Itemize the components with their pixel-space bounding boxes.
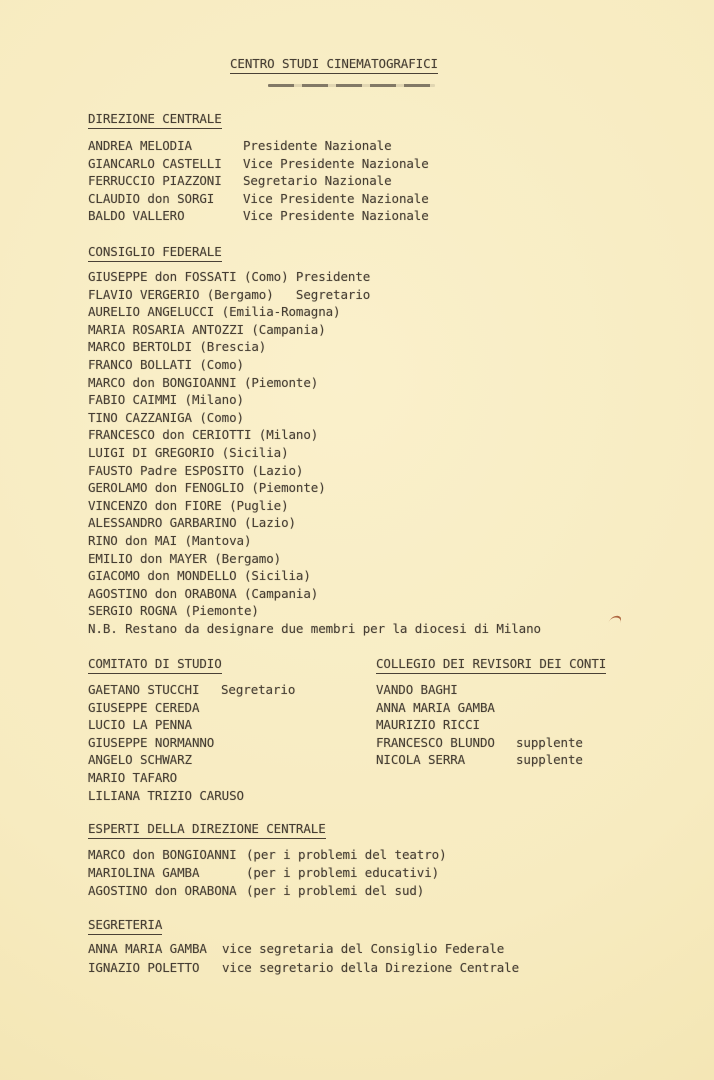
- consiglio-row: FLAVIO VERGERIO (Bergamo) Segretario: [88, 286, 371, 302]
- member-name: GIUSEPPE NORMANNO: [88, 734, 215, 750]
- member-row: [88, 681, 295, 699]
- member-row: [88, 882, 447, 900]
- collegio-revisori-list: [376, 681, 583, 769]
- member-row: [88, 751, 295, 769]
- consiglio-row: MARCO BERTOLDI (Brescia): [88, 339, 267, 355]
- consiglio-row: MARCO don BONGIOANNI (Piemonte): [88, 374, 319, 390]
- member-role: supplente: [516, 752, 583, 768]
- member-row: [376, 681, 583, 699]
- consiglio-row: SERGIO ROGNA (Piemonte): [88, 603, 259, 619]
- section-heading-collegio-revisori: COLLEGIO DEI REVISORI DEI CONTI: [376, 656, 606, 674]
- consiglio-row: AGOSTINO don ORABONA (Campania): [88, 585, 319, 601]
- member-name: LILIANA TRIZIO CARUSO: [88, 787, 244, 803]
- section-heading-comitato-di-studio: COMITATO DI STUDIO: [88, 656, 222, 674]
- member-role: (per i problemi del sud): [246, 882, 425, 898]
- section-heading-consiglio-federale: CONSIGLIO FEDERALE: [88, 244, 222, 262]
- consiglio-row: FRANCO BOLLATI (Como): [88, 356, 244, 372]
- member-role: vice segretario della Direzione Centrale: [222, 959, 520, 975]
- member-name: ANNA MARIA GAMBA: [88, 941, 207, 956]
- consiglio-row: LUIGI DI GREGORIO (Sicilia): [88, 444, 289, 460]
- consiglio-federale-list: [88, 268, 541, 637]
- member-role: Vice Presidente Nazionale: [243, 190, 429, 206]
- member-row: [376, 751, 583, 769]
- member-name: MAURIZIO RICCI: [376, 717, 480, 733]
- member-name: ANDREA MELODIA: [88, 138, 192, 153]
- member-role: Segretario: [221, 682, 296, 697]
- member-name: MARCO don BONGIOANNI: [88, 847, 237, 862]
- member-name: FERRUCCIO PIAZZONI: [88, 173, 222, 189]
- member-row: [88, 172, 429, 190]
- consiglio-row: EMILIO don MAYER (Bergamo): [88, 550, 282, 566]
- section-heading-direzione-centrale: DIREZIONE CENTRALE: [88, 111, 222, 129]
- section-heading-segreteria: SEGRETERIA: [88, 917, 162, 935]
- segreteria-list: [88, 940, 519, 977]
- member-name: GIUSEPPE CEREDA: [88, 699, 200, 715]
- member-row: [88, 864, 447, 882]
- member-role: Presidente Nazionale: [243, 138, 392, 153]
- consiglio-row: FAUSTO Padre ESPOSITO (Lazio): [88, 462, 304, 478]
- member-name: VANDO BAGHI: [376, 682, 458, 697]
- member-role: Segretario Nazionale: [243, 173, 392, 189]
- document-title: CENTRO STUDI CINEMATOGRAFICI: [230, 56, 438, 74]
- member-name: MARIO TAFARO: [88, 769, 178, 785]
- red-pen-mark: [608, 613, 622, 627]
- member-name: ANGELO SCHWARZ: [88, 752, 192, 768]
- consiglio-row: AURELIO ANGELUCCI (Emilia-Romagna): [88, 304, 341, 320]
- consiglio-row: ALESSANDRO GARBARINO (Lazio): [88, 515, 296, 531]
- consiglio-row: VINCENZO don FIORE (Puglie): [88, 497, 289, 513]
- nb-note: N.B. Restano da designare due membri per la diocesi di Milano: [88, 620, 541, 636]
- member-row: [376, 699, 583, 717]
- esperti-list: [88, 846, 447, 899]
- member-name: GIANCARLO CASTELLI: [88, 155, 222, 171]
- member-name: NICOLA SERRA: [376, 752, 466, 768]
- member-name: LUCIO LA PENNA: [88, 717, 192, 733]
- consiglio-row: RINO don MAI (Mantova): [88, 532, 252, 548]
- consiglio-row: GIUSEPPE don FOSSATI (Como) Presidente: [88, 269, 371, 284]
- member-row: [88, 959, 519, 978]
- direzione-centrale-list: [88, 137, 429, 225]
- member-row: [88, 846, 447, 864]
- consiglio-row: GIACOMO don MONDELLO (Sicilia): [88, 568, 311, 584]
- consiglio-row: TINO CAZZANIGA (Como): [88, 409, 244, 425]
- title-underline-smear: [268, 84, 435, 87]
- member-row: [88, 734, 295, 752]
- member-role: Vice Presidente Nazionale: [243, 155, 429, 171]
- consiglio-row: FABIO CAIMMI (Milano): [88, 392, 244, 408]
- member-row: [376, 716, 583, 734]
- member-row: [88, 207, 429, 225]
- member-row: [88, 787, 295, 805]
- section-heading-esperti: ESPERTI DELLA DIREZIONE CENTRALE: [88, 821, 326, 839]
- consiglio-row: MARIA ROSARIA ANTOZZI (Campania): [88, 321, 326, 337]
- member-name: GAETANO STUCCHI: [88, 682, 200, 697]
- member-name: IGNAZIO POLETTO: [88, 959, 200, 975]
- comitato-di-studio-list: [88, 681, 295, 804]
- member-row: [88, 940, 519, 959]
- member-role: (per i problemi del teatro): [246, 847, 447, 862]
- member-name: CLAUDIO don SORGI: [88, 190, 215, 206]
- member-role: vice segretaria del Consiglio Federale: [222, 941, 505, 956]
- member-row: [88, 699, 295, 717]
- member-name: BALDO VALLERO: [88, 208, 185, 224]
- consiglio-row: FRANCESCO don CERIOTTI (Milano): [88, 427, 319, 443]
- member-row: [376, 734, 583, 752]
- member-name: FRANCESCO BLUNDO: [376, 734, 495, 750]
- consiglio-row: GEROLAMO don FENOGLIO (Piemonte): [88, 480, 326, 496]
- member-row: [88, 769, 295, 787]
- member-name: ANNA MARIA GAMBA: [376, 699, 495, 715]
- member-role: supplente: [516, 734, 583, 750]
- member-row: [88, 716, 295, 734]
- member-row: [88, 137, 429, 155]
- member-row: [88, 155, 429, 173]
- member-role: Vice Presidente Nazionale: [243, 208, 429, 224]
- member-role: (per i problemi educativi): [246, 864, 440, 880]
- member-name: MARIOLINA GAMBA: [88, 864, 200, 880]
- member-row: [88, 190, 429, 208]
- member-name: AGOSTINO don ORABONA: [88, 882, 237, 898]
